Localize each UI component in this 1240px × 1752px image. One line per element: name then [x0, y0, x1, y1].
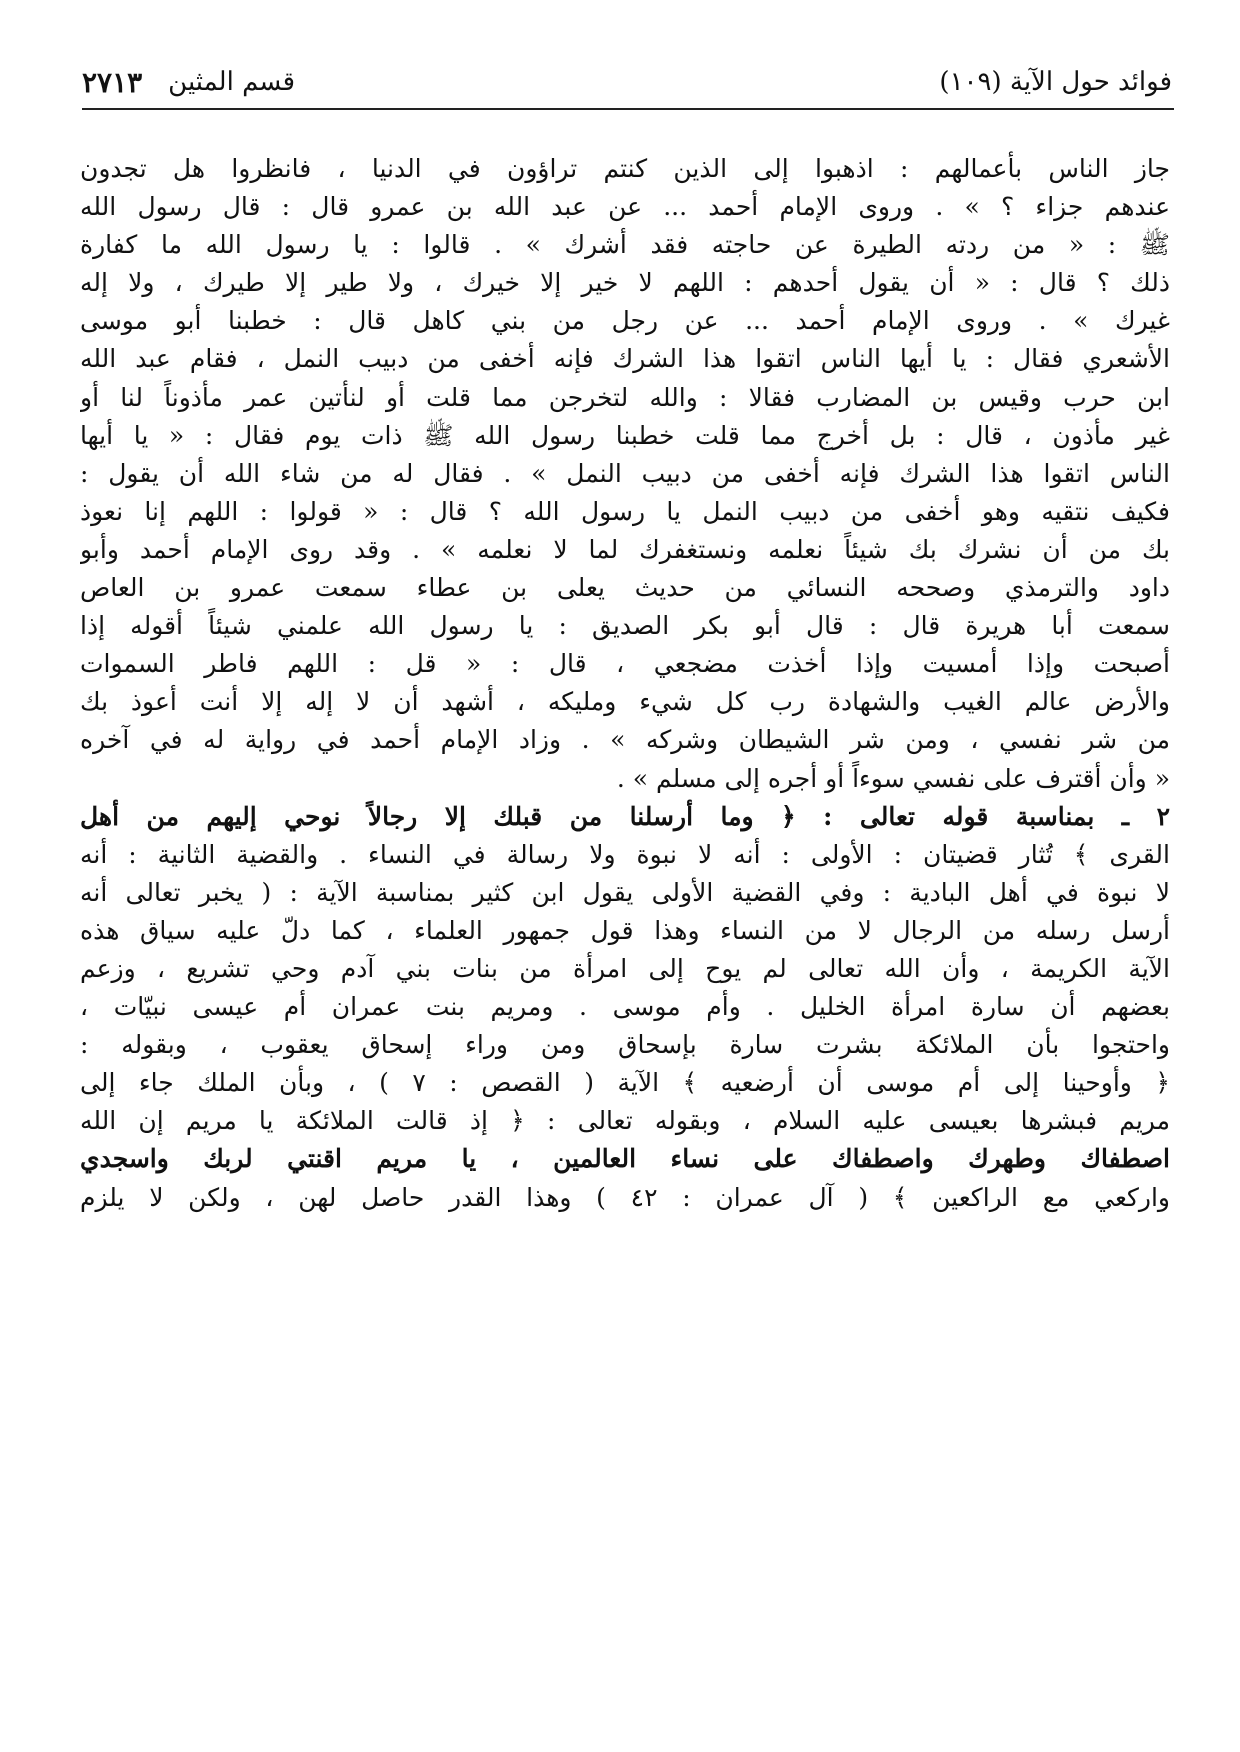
- body-text: [80, 150, 1170, 1217]
- text-line: والأرض عالم الغيب والشهادة رب كل شيء ومليكه ، أشهد أن لا إله إلا أنت أعوذ بك: [80, 687, 1170, 717]
- text-line: واحتجوا بأن الملائكة بشرت سارة بإسحاق ومن وراء إسحاق يعقوب ، وبقوله :: [80, 1030, 1170, 1060]
- text-line: القرى ﴾ تُثار قضيتان : الأولى : أنه لا نبوة ولا رسالة في النساء . والقضية الثانية : أنه: [80, 839, 1170, 869]
- text-line: أصبحت وإذا أمسيت وإذا أخذت مضجعي ، قال : « قل : اللهم فاطر السموات: [80, 649, 1170, 679]
- text-line: عندهم جزاء ؟ » . وروى الإمام أحمد ... عن عبد الله بن عمرو قال : قال رسول الله: [80, 192, 1170, 222]
- header-meta: [82, 66, 295, 99]
- text-line: الأشعري فقال : يا أيها الناس اتقوا هذا الشرك فإنه أخفى من دبيب النمل ، فقام عبد الله: [80, 344, 1170, 374]
- text-line: فكيف نتقيه وهو أخفى من دبيب النمل يا رسول الله ؟ قال : « قولوا : اللهم إنا نعوذ: [80, 496, 1170, 526]
- text-line: ﴿ وأوحينا إلى أم موسى أن أرضعيه ﴾ الآية ( القصص : ٧ ) ، وبأن الملك جاء إلى: [80, 1068, 1170, 1098]
- text-line: ذلك ؟ قال : « أن يقول أحدهم : اللهم لا خير إلا خيرك ، ولا طير إلا طيرك ، ولا إله: [80, 268, 1170, 298]
- text-line: سمعت أبا هريرة قال : قال أبو بكر الصديق : يا رسول الله علمني شيئاً أقوله إذا: [80, 611, 1170, 641]
- text-line: الناس اتقوا هذا الشرك فإنه أخفى من دبيب النمل » . فقال له من شاء الله أن يقول :: [80, 458, 1170, 488]
- text-line: من شر نفسي ، ومن شر الشيطان وشركه » . وزاد الإمام أحمد في رواية له في آخره: [80, 725, 1170, 755]
- text-line: لا نبوة في أهل البادية : وفي القضية الأولى يقول ابن كثير بمناسبة الآية : ( يخبر تعالى أنه: [80, 877, 1170, 907]
- part-name: قسم المثين: [168, 67, 296, 97]
- text-line: مريم فبشرها بعيسى عليه السلام ، وبقوله تعالى : ﴿ إذ قالت الملائكة يا مريم إن الله: [80, 1106, 1170, 1136]
- text-line: غيرك » . وروى الإمام أحمد ... عن رجل من بني كاهل قال : خطبنا أبو موسى: [80, 306, 1170, 336]
- text-line: ٢ ـ بمناسبة قوله تعالى : ﴿ وما أرسلنا من قبلك إلا رجالاً نوحي إليهم من أهل: [80, 801, 1170, 831]
- header-divider: [82, 108, 1174, 110]
- text-line: « وأن أقترف على نفسي سوءاً أو أجره إلى مسلم » .: [616, 763, 1170, 793]
- text-line: غير مأذون ، قال : بل أخرج مما قلت خطبنا رسول الله ﷺ ذات يوم فقال : « يا أيها: [80, 420, 1170, 450]
- text-line: بعضهم أن سارة امرأة الخليل . وأم موسى . ومريم بنت عمران أم عيسى نبيّات ،: [80, 992, 1170, 1022]
- text-line: الآية الكريمة ، وأن الله تعالى لم يوح إلى امرأة من بنات بني آدم وحي تشريع ، وزعم: [80, 953, 1170, 983]
- page-number: ٢٧١٣: [82, 65, 143, 99]
- text-line: أرسل رسله من الرجال لا من النساء وهذا قول جمهور العلماء ، كما دلّ عليه سياق هذه: [80, 915, 1170, 945]
- text-line: ﷺ : « من ردته الطيرة عن حاجته فقد أشرك » . قالوا : يا رسول الله ما كفارة: [80, 230, 1170, 260]
- text-line: بك من أن نشرك بك شيئاً نعلمه ونستغفرك لما لا نعلمه » . وقد روى الإمام أحمد وأبو: [80, 534, 1170, 564]
- text-line: داود والترمذي وصححه النسائي من حديث يعلى بن عطاء سمعت عمرو بن العاص: [80, 573, 1170, 603]
- text-line: واركعي مع الراكعين ﴾ ( آل عمران : ٤٢ ) وهذا القدر حاصل لهن ، ولكن لا يلزم: [80, 1182, 1170, 1212]
- text-line: ابن حرب وقيس بن المضارب فقالا : والله لتخرجن مما قلت أو لنأتين عمر مأذوناً لنا أو: [80, 382, 1170, 412]
- text-line: اصطفاك وطهرك واصطفاك على نساء العالمين ، يا مريم اقنتي لربك واسجدي: [80, 1144, 1170, 1174]
- text-line: جاز الناس بأعمالهم : اذهبوا إلى الذين كنتم تراؤون في الدنيا ، فانظروا هل تجدون: [80, 154, 1170, 183]
- section-title: فوائد حول الآية (١٠٩): [939, 67, 1172, 97]
- page-header: [82, 60, 1172, 104]
